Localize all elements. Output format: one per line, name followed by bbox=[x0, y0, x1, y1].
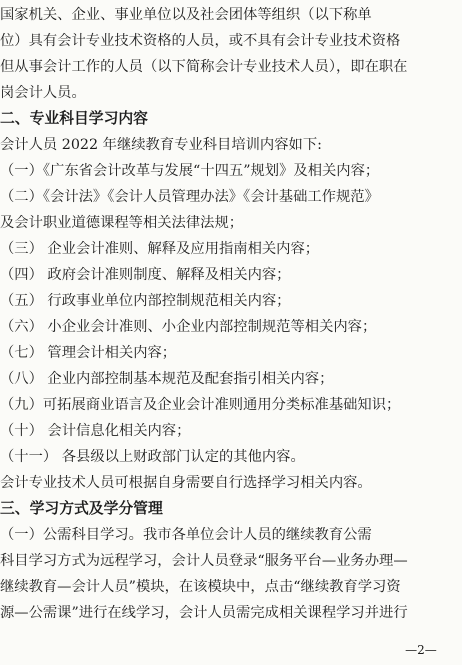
body-text-line: 继续教育—会计人员”模块，在该模块中，点击“继续教育学习资 bbox=[0, 579, 401, 595]
list-item: （九）可拓展商业语言及企业会计准则通用分类标准基础知识； bbox=[0, 397, 401, 413]
list-item: （六） 小企业会计准则、小企业内部控制规范等相关内容； bbox=[0, 319, 377, 335]
list-item: （八） 企业内部控制基本规范及配套指引相关内容； bbox=[0, 371, 334, 387]
list-item: （十一） 各县级以上财政部门认定的其他内容。 bbox=[0, 449, 305, 465]
list-item: （三） 企业会计准则、解释及应用指南相关内容； bbox=[0, 241, 320, 257]
list-item: （十） 会计信息化相关内容； bbox=[0, 423, 191, 439]
body-text-line: 会计专业技术人员可根据自身需要自行选择学习相关内容。 bbox=[0, 475, 372, 491]
list-item: （七） 管理会计相关内容； bbox=[0, 345, 177, 361]
body-text-line: 但从事会计工作的人员（以下简称会计专业技术人员），即在职在 bbox=[0, 59, 408, 75]
body-text-line: 源—公需课”进行在线学习，会计人员需完成相关课程学习并进行 bbox=[0, 605, 408, 621]
body-text-line: （一）公需科目学习。我市各单位会计人员的继续教育公需 bbox=[0, 527, 372, 543]
body-text-line: 岗会计人员。 bbox=[0, 85, 86, 101]
body-text-line: 位）具有会计专业技术资格的人员，或不具有会计专业技术资格 bbox=[0, 33, 401, 49]
list-item: （一）《广东省会计改革与发展“十四五”规划》及相关内容； bbox=[0, 163, 380, 179]
list-item: （五） 行政事业单位内部控制规范相关内容； bbox=[0, 293, 291, 309]
section-heading: 三、学习方式及学分管理 bbox=[0, 500, 163, 517]
page-number: —2— bbox=[405, 643, 437, 657]
list-item: （四） 政府会计准则制度、解释及相关内容； bbox=[0, 267, 291, 283]
body-text-line: 会计人员 2022 年继续教育专业科目培训内容如下: bbox=[0, 137, 322, 153]
list-item: 及会计职业道德课程等相关法律法规； bbox=[0, 215, 244, 231]
body-text-line: 科目学习方式为远程学习，会计人员登录“服务平台—业务办理— bbox=[0, 553, 408, 569]
body-text-line: 国家机关、企业、事业单位以及社会团体等组织（以下称单 bbox=[0, 7, 372, 23]
list-item: （二）《会计法》《会计人员管理办法》《会计基础工作规范》 bbox=[0, 189, 379, 205]
section-heading: 二、专业科目学习内容 bbox=[0, 110, 148, 127]
